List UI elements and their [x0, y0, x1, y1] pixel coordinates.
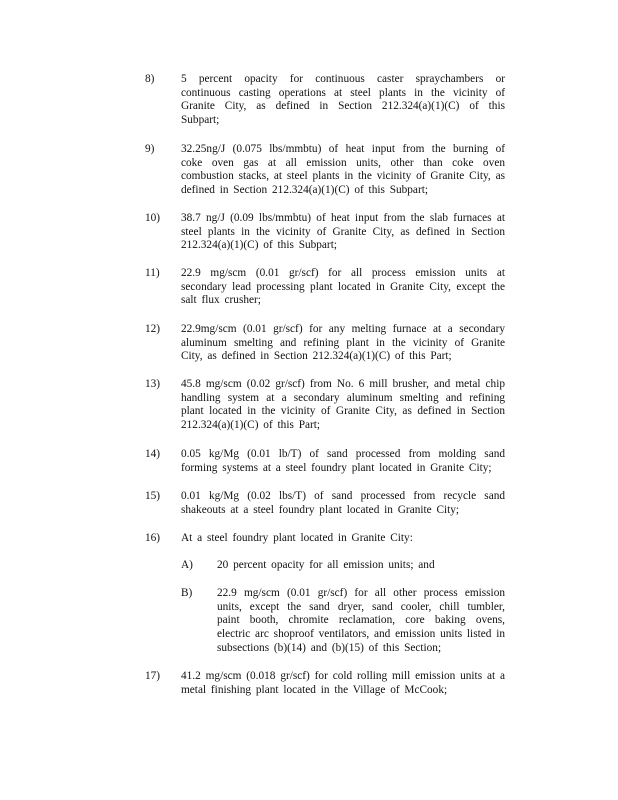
item-number: 12)	[145, 323, 161, 335]
sub-item-text: 20 percent opacity for all emission units; and	[217, 559, 435, 571]
item-number: 16)	[145, 532, 161, 544]
item-text: 0.05 kg/Mg (0.01 lb/T) of sand processed from molding sand forming systems at a steel foundry plant located in Granite City;	[181, 448, 505, 474]
item-number: 13)	[145, 378, 161, 390]
item-text: 41.2 mg/scm (0.018 gr/scf) for cold rolling mill emission units at a metal finishing plant located in the Village of McCook;	[181, 670, 505, 696]
item-text: 5 percent opacity for continuous caster spraychambers or continuous casting operations at steel plants in the vicinity of Granite City, as defined in Section 212.324(a)(1)(C) of this Subpart;	[181, 73, 505, 127]
item-number: 10)	[145, 212, 161, 224]
item-number: 15)	[145, 490, 161, 502]
item-text: 22.9mg/scm (0.01 gr/scf) for any melting furnace at a secondary aluminum smelting and refining plant in the vicinity of Granite City, as defined in Section 212.324(a)(1)(C) of this Part;	[181, 323, 505, 363]
item-text: 45.8 mg/scm (0.02 gr/scf) from No. 6 mill brusher, and metal chip handling system at a secondary aluminum smelting and refining plant located in the vicinity of Granite City, as defined in Section 212.324(a)(1)(C) of this Part;	[181, 378, 505, 432]
item-text: 38.7 ng/J (0.09 lbs/mmbtu) of heat input from the slab furnaces at steel plants in the vicinity of Granite City, as defined in Section 212.324(a)(1)(C) of this Subpart;	[181, 212, 505, 252]
item-number: 8)	[145, 73, 155, 85]
item-text: 22.9 mg/scm (0.01 gr/scf) for all process emission units at secondary lead processing plant located in Granite City, except the salt flux crusher;	[181, 267, 505, 307]
item-number: 14)	[145, 448, 161, 460]
sub-item-letter: B)	[181, 587, 193, 599]
sub-item-letter: A)	[181, 559, 193, 571]
item-number: 11)	[145, 267, 160, 279]
item-text: 0.01 kg/Mg (0.02 lbs/T) of sand processed from recycle sand shakeouts at a steel foundry plant located in Granite City;	[181, 490, 505, 516]
item-number: 9)	[145, 143, 155, 155]
item-number: 17)	[145, 670, 161, 682]
item-text: At a steel foundry plant located in Granite City:	[181, 532, 413, 544]
sub-item-text: 22.9 mg/scm (0.01 gr/scf) for all other process emission units, except the sand dryer, sand cooler, chill tumbler, paint booth, chromite reclamation, core baking ovens, electric arc shoproof ventilators, and emission units listed in subsections (b)(14) and (b)(15) of this Section;	[217, 587, 506, 654]
item-text: 32.25ng/J (0.075 lbs/mmbtu) of heat input from the burning of coke oven gas at all emission units, other than coke oven combustion stacks, at steel plants in the vicinity of Granite City, as defined in Section 212.324(a)(1)(C) of this Subpart;	[181, 143, 505, 197]
